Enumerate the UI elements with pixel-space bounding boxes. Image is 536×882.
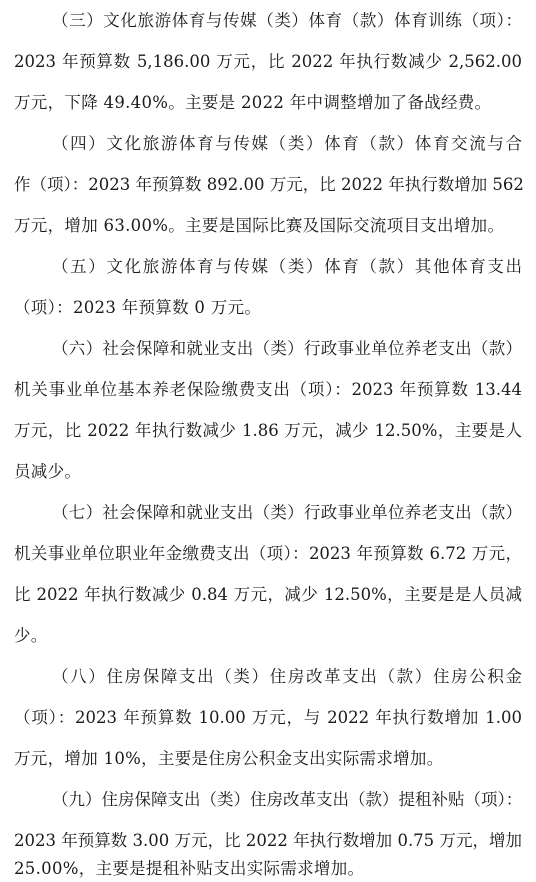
paragraph-6-line-1: （六）社会保障和就业支出（类）行政事业单位养老支出（款）	[52, 339, 522, 358]
paragraph-4-line-1: （四）文化旅游体育与传媒（类）体育（款）体育交流与合	[52, 134, 522, 153]
paragraph-9-line-3: 25.00%，主要是提租补贴支出实际需求增加。	[14, 859, 365, 878]
paragraph-8-line-2: （项）：2023 年预算数 10.00 万元，与 2022 年执行数增加 1.00	[14, 708, 522, 727]
paragraph-4-line-3: 万元，增加 63.00%。主要是国际比赛及国际交流项目支出增加。	[14, 216, 505, 235]
paragraph-8-line-1: （八）住房保障支出（类）住房改革支出（款）住房公积金	[52, 667, 522, 686]
paragraph-6-line-3: 万元，比 2022 年执行数减少 1.86 万元，减少 12.50%，主要是人	[14, 421, 522, 440]
paragraph-8-line-3: 万元，增加 10%，主要是住房公积金支出实际需求增加。	[14, 749, 444, 768]
paragraph-6-line-2: 机关事业单位基本养老保险缴费支出（项）：2023 年预算数 13.44	[14, 380, 522, 399]
paragraph-6-line-4: 员减少。	[14, 462, 82, 481]
paragraph-7-line-4: 少。	[14, 626, 48, 645]
paragraph-5-line-2: （项）：2023 年预算数 0 万元。	[14, 298, 262, 317]
paragraph-9-line-1: （九）住房保障支出（类）住房改革支出（款）提租补贴（项）：	[52, 790, 523, 809]
paragraph-7-line-2: 机关事业单位职业年金缴费支出（项）：2023 年预算数 6.72 万元，	[14, 544, 522, 563]
paragraph-5-line-1: （五）文化旅游体育与传媒（类）体育（款）其他体育支出	[52, 257, 522, 276]
paragraph-4-line-2: 作（项）：2023 年预算数 892.00 万元，比 2022 年执行数增加 562	[14, 175, 524, 194]
paragraph-7-line-1: （七）社会保障和就业支出（类）行政事业单位养老支出（款）	[52, 503, 522, 522]
paragraph-7-line-3: 比 2022 年执行数减少 0.84 万元，减少 12.50%，主要是是人员减	[14, 585, 522, 604]
paragraph-3-line-1: （三）文化旅游体育与传媒（类）体育（款）体育训练（项）：	[52, 11, 522, 30]
paragraph-3-line-2: 2023 年预算数 5,186.00 万元，比 2022 年执行数减少 2,562.00	[14, 52, 522, 71]
paragraph-3-line-3: 万元，下降 49.40%。主要是 2022 年中调整增加了备战经费。	[14, 93, 492, 112]
paragraph-9-line-2: 2023 年预算数 3.00 万元，比 2022 年执行数增加 0.75 万元，增加	[14, 831, 522, 850]
